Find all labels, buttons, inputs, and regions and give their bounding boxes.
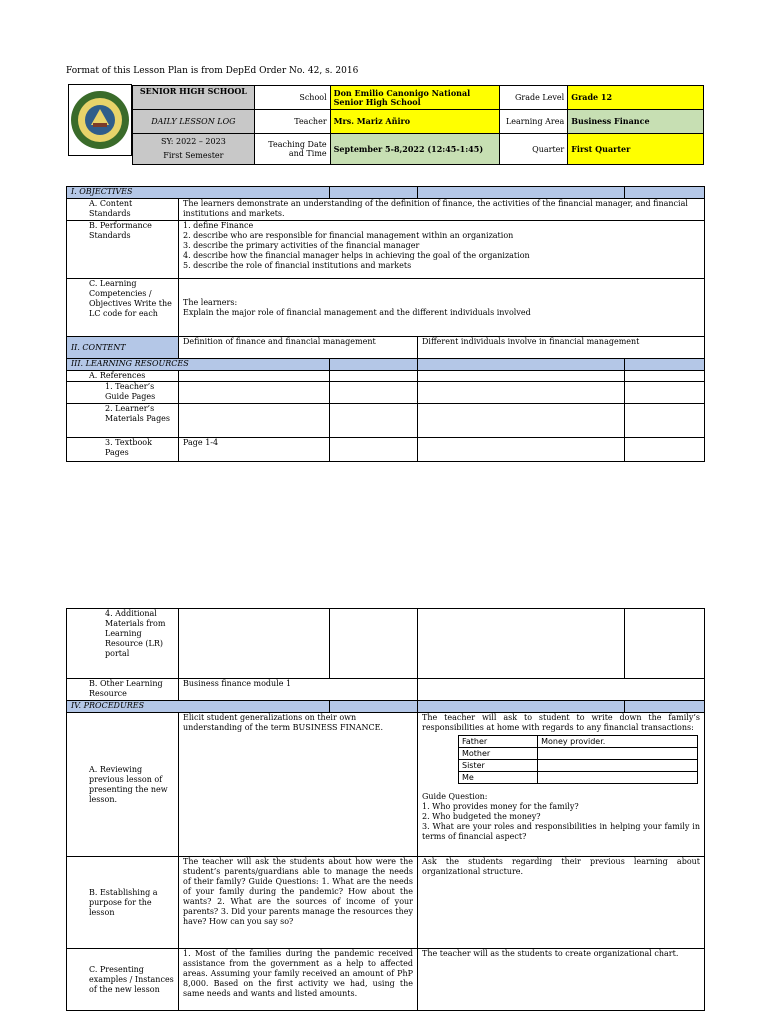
guide-question: 3. What are your roles and responsibilities in helping your family in terms of financial aspect? [422, 822, 700, 841]
family-member: Me [459, 772, 538, 784]
school-value: Don Emilio Canonigo National Senior High School [330, 86, 500, 110]
family-member: Mother [459, 748, 538, 760]
teacher-value: Mrs. Mariz Añiro [330, 110, 500, 134]
purpose-col1: The teacher will ask the students about how were the student’s parents/guardians able to manage the needs of their family? Guide Questions: 1. What are the needs of your family during the pandemic? How about the wants? 2. What are the sources of income of your parents? 3. Did your parents manage the resources they have? How can you say so? [179, 857, 418, 949]
content-standards-label: A. Content Standards [67, 199, 179, 221]
competencies-intro: The learners: [183, 297, 238, 307]
family-role [538, 760, 698, 772]
grade-label: Grade Level [500, 86, 568, 110]
objectives-heading: I. OBJECTIVES [67, 187, 330, 199]
area-value: Business Finance [568, 110, 704, 134]
perf-item: 4. describe how the financial manager helps in achieving the goal of the organization [183, 251, 530, 260]
competencies-label: C. Learning Competencies / Objectives Write the LC code for each [67, 279, 179, 337]
grade-value: Grade 12 [568, 86, 704, 110]
competencies-body: Explain the major role of financial management and the different individuals involved [183, 307, 531, 317]
school-label: School [254, 86, 330, 110]
teacher-label: Teacher [254, 110, 330, 134]
competencies-text [179, 279, 705, 337]
purpose-label: B. Establishing a purpose for the lesson [67, 857, 179, 949]
guide-question-title: Guide Question: [422, 792, 488, 801]
examples-label: C. Presenting examples / Instances of the new lesson [67, 949, 179, 1011]
reviewing-label: A. Reviewing previous lesson of presenting the new lesson. [67, 713, 179, 857]
family-member: Sister [459, 760, 538, 772]
school-type: SENIOR HIGH SCHOOL [133, 86, 255, 110]
perf-item: 2. describe who are responsible for financial management within an organization [183, 231, 514, 240]
textbook-value: Page 1-4 [179, 438, 330, 462]
school-year: SY: 2022 – 2023 [160, 137, 226, 146]
content-col2: Different individuals involve in financial management [418, 337, 705, 359]
log-title: DAILY LESSON LOG [133, 110, 255, 134]
sy-semester [133, 134, 255, 165]
perf-item: 5. describe the role of financial institutions and markets [183, 261, 412, 270]
reviewing-col2 [418, 713, 705, 857]
perf-item: 1. define Finance [183, 221, 254, 230]
other-resource-value: Business finance module 1 [179, 679, 418, 701]
purpose-col2: Ask the students regarding their previous learning about organizational structure. [418, 857, 705, 949]
family-role: Money provider. [538, 736, 698, 748]
examples-col1: 1. Most of the families during the pandemic received assistance from the government as a help to affected areas. Assuming your family received an amount of PhP 8,000. Based on the first activity we had, using the same needs and wants and listed amounts. [179, 949, 418, 1011]
content-col1: Definition of finance and financial management [179, 337, 418, 359]
reviewing-col1: Elicit student generalizations on their own understanding of the term BUSINESS FINANCE. [179, 713, 418, 857]
school-seal-logo [68, 84, 132, 156]
other-resource-label: B. Other Learning Resource [67, 679, 179, 701]
family-member: Father [459, 736, 538, 748]
textbook-label: 3. Textbook Pages [67, 438, 179, 462]
learners-materials-label: 2. Learner’s Materials Pages [67, 404, 179, 438]
teachers-guide-label: 1. Teacher’s Guide Pages [67, 382, 179, 404]
format-note: Format of this Lesson Plan is from DepEd Order No. 42, s. 2016 [66, 66, 359, 76]
procedures-table [66, 608, 705, 1011]
guide-question: 2. Who budgeted the money? [422, 812, 541, 821]
date-value: September 5-8,2022 (12:45-1:45) [330, 134, 500, 165]
family-role [538, 748, 698, 760]
resources-heading: III. LEARNING RESOURCES [67, 359, 330, 371]
procedures-heading: IV. PROCEDURES [67, 701, 330, 713]
family-intro: The teacher will ask to student to write down the family’s responsibilities at home with regards to any financial transactions: [422, 713, 700, 732]
objectives-table [66, 186, 705, 462]
performance-standards-list [179, 221, 705, 279]
semester: First Semester [163, 151, 224, 160]
date-label: Teaching Date and Time [254, 134, 330, 165]
additional-materials-label: 4. Additional Materials from Learning Resource (LR) portal [67, 609, 179, 679]
header-table [132, 85, 704, 165]
family-table [458, 735, 698, 784]
perf-item: 3. describe the primary activities of the financial manager [183, 241, 420, 250]
content-heading: II. CONTENT [67, 337, 179, 359]
area-label: Learning Area [500, 110, 568, 134]
examples-col2: The teacher will as the students to create organizational chart. [418, 949, 705, 1011]
references-label: A. References [67, 371, 179, 382]
guide-question: 1. Who provides money for the family? [422, 802, 579, 811]
family-role [538, 772, 698, 784]
quarter-label: Quarter [500, 134, 568, 165]
performance-standards-label: B. Performance Standards [67, 221, 179, 279]
content-standards-text: The learners demonstrate an understanding of the definition of finance, the activities of the financial manager, and financial institutions and markets. [179, 199, 705, 221]
quarter-value: First Quarter [568, 134, 704, 165]
